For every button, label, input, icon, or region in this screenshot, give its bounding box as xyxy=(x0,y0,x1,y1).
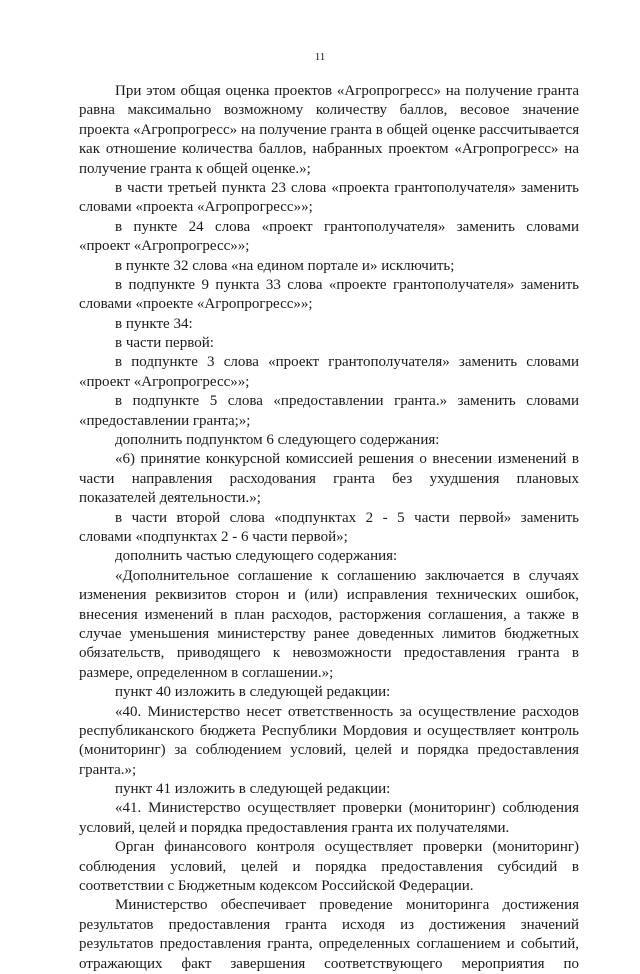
text-line: в подпункте 9 пункта 33 слова «проекте грантополучателя» заменить xyxy=(115,276,579,293)
text-line: словами «подпунктах 2 - 6 части первой»; xyxy=(79,528,348,545)
text-line: в части второй слова «подпунктах 2 - 5 части первой» заменить xyxy=(115,509,579,526)
text-line: При этом общая оценка проектов «Агропрогресс» на получение гранта xyxy=(115,83,579,99)
text-line: условий, целей и порядка предоставления гранта их получателями. xyxy=(79,819,510,836)
text-line: «проект «Агропрогресс»»; xyxy=(79,238,250,255)
text-line: пункт 40 изложить в следующей редакции: xyxy=(115,684,391,701)
text-line: дополнить частью следующего содержания: xyxy=(115,548,398,565)
text-line: отражающих факт завершения соответствующего мероприятия по xyxy=(79,955,579,972)
text-line: показателей деятельности.»; xyxy=(79,490,261,507)
text-line: словами «проекта «Агропрогресс»»; xyxy=(79,199,313,216)
text-line: случае уменьшения министерству ранее доведенных лимитов бюджетных xyxy=(79,625,579,642)
text-line: обязательств, приводящего к невозможности предоставления гранта в xyxy=(79,645,579,662)
text-line: части направления расходования гранта без ухудшения плановых xyxy=(79,470,579,487)
text-line: Орган финансового контроля осуществляет проверки (мониторинг) xyxy=(115,839,579,856)
text-line: Министерство обеспечивает проведение мониторинга достижения xyxy=(115,897,579,914)
text-line: проекта «Агропрогресс» на получение гранта в общей оценке рассчитывается xyxy=(79,121,580,138)
text-line: «41. Министерство осуществляет проверки (мониторинг) соблюдения xyxy=(115,800,579,817)
text-line: равна максимально возможному количеству баллов, весовое значение xyxy=(79,102,579,119)
text-line: в подпункте 5 слова «предоставлении гранта.» заменить словами xyxy=(115,393,579,410)
text-line: гранта.»; xyxy=(79,761,137,778)
text-line: дополнить подпунктом 6 следующего содержания: xyxy=(115,432,440,449)
text-line: в пункте 34: xyxy=(115,315,193,332)
text-line: «проект «Агропрогресс»»; xyxy=(79,373,250,390)
document-body xyxy=(79,82,579,974)
text-line: результатов предоставления гранта, определенных соглашением и событий, xyxy=(79,936,579,953)
page-number: 11 xyxy=(314,51,326,63)
text-line: соответствии с Бюджетным кодексом Российской Федерации. xyxy=(79,878,474,895)
text-line: «6) принятие конкурсной комиссией решения о внесении изменений в xyxy=(115,451,579,468)
text-line: внесения изменений в план расходов, расторжения соглашения, а также в xyxy=(79,606,579,623)
text-line: пункт 41 изложить в следующей редакции: xyxy=(115,781,391,798)
text-line: словами «проекте «Агропрогресс»»; xyxy=(79,296,313,313)
text-line: республиканского бюджета Республики Мордовия и осуществляет контроль xyxy=(79,722,579,739)
text-line: (мониторинг) за соблюдением условий, целей и порядка предоставления xyxy=(79,742,579,759)
text-line: размере, определенном в соглашении.»; xyxy=(79,664,334,681)
text-line: результатов предоставления гранта исходя из достижения значений xyxy=(79,916,579,933)
text-line: соблюдения условий, целей и порядка предоставления субсидий в xyxy=(79,858,579,875)
text-line: «Дополнительное соглашение к соглашению заключается в случаях xyxy=(115,567,579,584)
text-line: «предоставлении гранта;»; xyxy=(79,412,251,429)
text-line: «40. Министерство несет ответственность за осуществление расходов xyxy=(115,703,579,720)
text-line: в пункте 32 слова «на едином портале и» исключить; xyxy=(115,257,455,274)
text-line: как отношение количества баллов, набранных проектом «Агропрогресс» на xyxy=(79,141,579,158)
text-line: в части третьей пункта 23 слова «проекта грантополучателя» заменить xyxy=(115,179,579,196)
text-line: в пункте 24 слова «проект грантополучателя» заменить словами xyxy=(115,218,579,235)
text-line: получение гранта к общей оценке.»; xyxy=(79,160,311,177)
text-line: изменения реквизитов сторон и (или) исправления технических ошибок, xyxy=(79,587,579,604)
text-line: в подпункте 3 слова «проект грантополучателя» заменить словами xyxy=(115,354,579,371)
text-line: в части первой: xyxy=(115,335,214,352)
